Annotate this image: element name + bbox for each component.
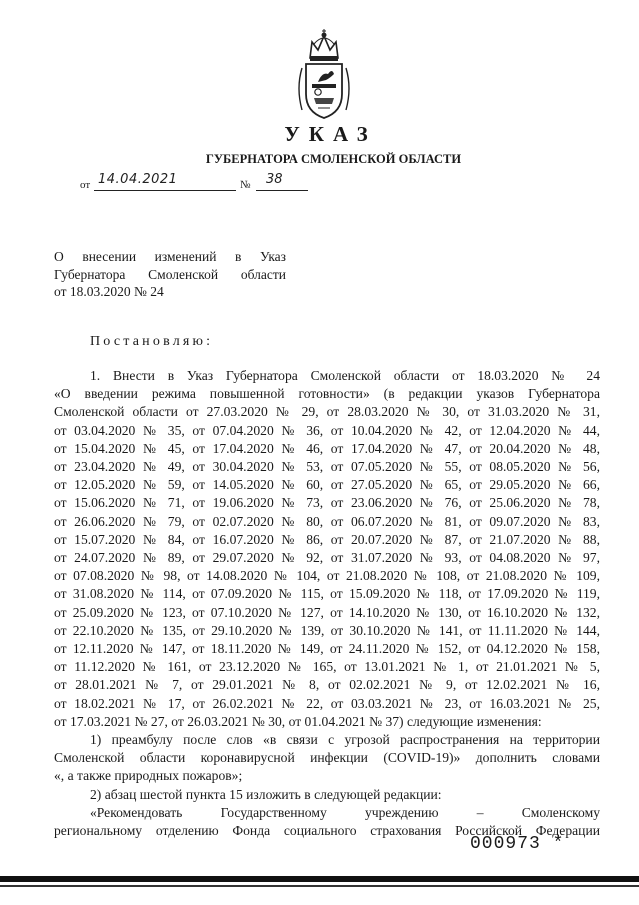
document-body <box>54 367 600 840</box>
document-subject <box>54 248 286 301</box>
coat-of-arms-emblem <box>288 28 360 124</box>
document-subtitle: ГУБЕРНАТОРА СМОЛЕНСКОЙ ОБЛАСТИ <box>205 152 462 166</box>
body-line: от 24.07.2020 № 89, от 29.07.2020 № 92, от 31.07.2020 № 93, от 04.08.2020 № 97, <box>54 550 600 566</box>
number-underline <box>256 190 308 191</box>
body-line: 1) преамбулу после слов «в связи с угрозой распространения на территории <box>90 732 600 748</box>
document-serial-number: 000973 * <box>470 834 565 854</box>
body-line: от 26.06.2020 № 79, от 02.07.2020 № 80, от 06.07.2020 № 81, от 09.07.2020 № 83, <box>54 513 600 529</box>
scan-edge-line <box>0 885 639 887</box>
decree-heading: Постановляю: <box>90 334 214 349</box>
handwritten-number: 38 <box>266 172 283 187</box>
body-line: от 07.08.2020 № 98, от 14.08.2020 № 104, от 21.08.2020 № 108, от 21.08.2020 № 109, <box>54 568 600 584</box>
body-line: региональному отделению Фонда социального страхования Российской Федерации <box>54 823 600 839</box>
subject-line: О внесении изменений в Указ <box>54 249 286 264</box>
body-line: от 12.05.2020 № 59, от 14.05.2020 № 60, от 27.05.2020 № 65, от 29.05.2020 № 66, <box>54 477 600 493</box>
body-line: от 18.02.2021 № 17, от 26.02.2021 № 22, от 03.03.2021 № 23, от 16.03.2021 № 25, <box>54 695 600 711</box>
body-line: Смоленской области от 27.03.2020 № 29, от 28.03.2020 № 30, от 31.03.2020 № 31, <box>54 404 600 420</box>
body-line: от 03.04.2020 № 35, от 07.04.2020 № 36, от 10.04.2020 № 42, от 12.04.2020 № 44, <box>54 422 600 438</box>
body-line: 2) абзац шестой пункта 15 изложить в следующей редакции: <box>90 786 442 802</box>
body-line: от 17.03.2021 № 27, от 26.03.2021 № 30, от 01.04.2021 № 37) следующие изменения: <box>54 713 542 729</box>
body-line: 1. Внести в Указ Губернатора Смоленской области от 18.03.2020 № 24 <box>90 368 600 383</box>
body-line: от 31.08.2020 № 114, от 07.09.2020 № 115, от 15.09.2020 № 118, от 17.09.2020 № 119, <box>54 586 600 602</box>
body-line: Смоленской области коронавирусной инфекции (COVID-19)» дополнить словами <box>54 750 600 766</box>
number-label: № <box>240 179 251 191</box>
body-line: от 25.09.2020 № 123, от 07.10.2020 № 127, от 14.10.2020 № 130, от 16.10.2020 № 132, <box>54 604 600 620</box>
body-line: от 15.04.2020 № 45, от 17.04.2020 № 46, от 17.04.2020 № 47, от 20.04.2020 № 48, <box>54 440 600 456</box>
body-line: «, а также природных пожаров»; <box>54 768 243 784</box>
body-line: «О введении режима повышенной готовности» (в редакции указов Губернатора <box>54 386 600 402</box>
subject-line: от 18.03.2020 № 24 <box>54 284 164 299</box>
body-line: от 15.06.2020 № 71, от 19.06.2020 № 73, от 23.06.2020 № 76, от 25.06.2020 № 78, <box>54 495 600 511</box>
body-line: от 22.10.2020 № 135, от 29.10.2020 № 139, от 30.10.2020 № 141, от 11.11.2020 № 144, <box>54 622 600 638</box>
body-line: от 28.01.2021 № 7, от 29.01.2021 № 8, от 02.02.2021 № 9, от 12.02.2021 № 16, <box>54 677 600 693</box>
document-title: УКАЗ <box>284 122 377 146</box>
handwritten-date: 14.04.2021 <box>98 172 178 187</box>
subject-line: Губернатора Смоленской области <box>54 266 286 282</box>
date-number-line <box>80 172 320 192</box>
body-line: от 23.04.2020 № 49, от 30.04.2020 № 53, от 07.05.2020 № 55, от 08.05.2020 № 56, <box>54 459 600 475</box>
date-underline <box>94 190 236 191</box>
scan-edge-bar <box>0 876 639 882</box>
date-prefix: от <box>80 179 91 191</box>
body-line: от 15.07.2020 № 84, от 16.07.2020 № 86, от 20.07.2020 № 87, от 21.07.2020 № 88, <box>54 531 600 547</box>
body-line: от 11.12.2020 № 161, от 23.12.2020 № 165, от 13.01.2021 № 1, от 21.01.2021 № 5, <box>54 659 600 675</box>
body-line: от 12.11.2020 № 147, от 18.11.2020 № 149, от 24.11.2020 № 152, от 04.12.2020 № 158, <box>54 641 600 657</box>
body-line: «Рекомендовать Государственному учреждению – Смоленскому <box>90 804 600 820</box>
